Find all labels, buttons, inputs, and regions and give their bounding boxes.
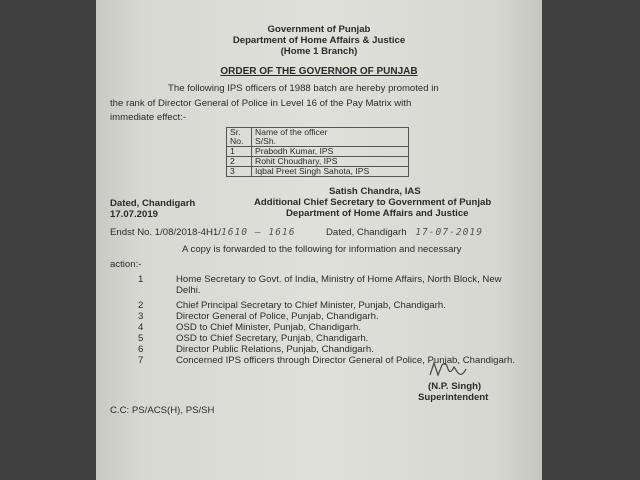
list-item: 5 OSD to Chief Secretary, Punjab, Chandigarh. [138, 333, 369, 344]
signatory-designation-2: Department of Home Affairs and Justice [286, 208, 469, 219]
signatory-name: Satish Chandra, IAS [329, 186, 421, 197]
endst-handwritten-number: 1610 – 1616 [220, 227, 296, 238]
superintendent-name: (N.P. Singh) [428, 381, 482, 392]
list-item: 4 OSD to Chief Minister, Punjab, Chandigarh. [138, 322, 362, 333]
list-item: 2 Chief Principal Secretary to Chief Minister, Punjab, Chandigarh. [138, 300, 446, 311]
sr-cell: 1 [227, 147, 252, 157]
forward-line-1: A copy is forwarded to the following for information and necessary [182, 244, 462, 255]
table-row [227, 167, 409, 177]
document-page [96, 0, 542, 480]
header-department: Department of Home Affairs & Justice [232, 35, 406, 46]
body-line-3: immediate effect:- [110, 112, 187, 123]
forward-line-2: action:- [110, 259, 142, 270]
officers-table [226, 127, 409, 177]
body-line-1: The following IPS officers of 1988 batch are hereby promoted in [168, 83, 439, 94]
endst-prefix: Endst No. 1/08/2018-4H1/ [110, 227, 221, 238]
name-cell: Iqbal Preet Singh Sahota, IPS [252, 167, 409, 177]
signatory-designation-1: Additional Chief Secretary to Government of Punjab [254, 197, 492, 208]
order-title: ORDER OF THE GOVERNOR OF PUNJAB [220, 66, 418, 77]
dated-date: 17.07.2019 [110, 209, 159, 220]
name-cell: Rohit Choudhary, IPS [252, 157, 409, 167]
list-item: 7 Concerned IPS officers through Director General of Police, Punjab, Chandigarh. [138, 355, 515, 366]
name-cell: Prabodh Kumar, IPS [252, 147, 409, 157]
cc-line: C.C: PS/ACS(H), PS/SH [110, 405, 215, 416]
list-item: 6 Director Public Relations, Punjab, Chandigarh. [138, 344, 374, 355]
sr-cell: 2 [227, 157, 252, 167]
header-name: Name of the officer S/Sh. [252, 128, 409, 147]
header-sr: Sr. No. [227, 128, 252, 147]
header-government: Government of Punjab [267, 24, 371, 35]
list-item: 1 Home Secretary to Govt. of India, Ministry of Home Affairs, North Block, New Delhi. [138, 274, 502, 296]
table-header-row [227, 128, 409, 147]
recipient-list [138, 274, 526, 366]
list-item: 3 Director General of Police, Punjab, Chandigarh. [138, 311, 379, 322]
signature-scribble [428, 359, 468, 381]
endst-dated [326, 227, 483, 238]
endst-handwritten-date: 17-07-2019 [415, 227, 483, 238]
endst-dated-label: Dated, Chandigarh [326, 227, 407, 238]
superintendent-title: Superintendent [418, 392, 489, 403]
sr-cell: 3 [227, 167, 252, 177]
table-row [227, 157, 409, 167]
endst-number [110, 227, 295, 238]
table-row [227, 147, 409, 157]
header-branch: (Home 1 Branch) [280, 46, 358, 57]
dated-label: Dated, Chandigarh [110, 198, 196, 209]
body-line-2: the rank of Director General of Police in Level 16 of the Pay Matrix with [110, 98, 412, 109]
